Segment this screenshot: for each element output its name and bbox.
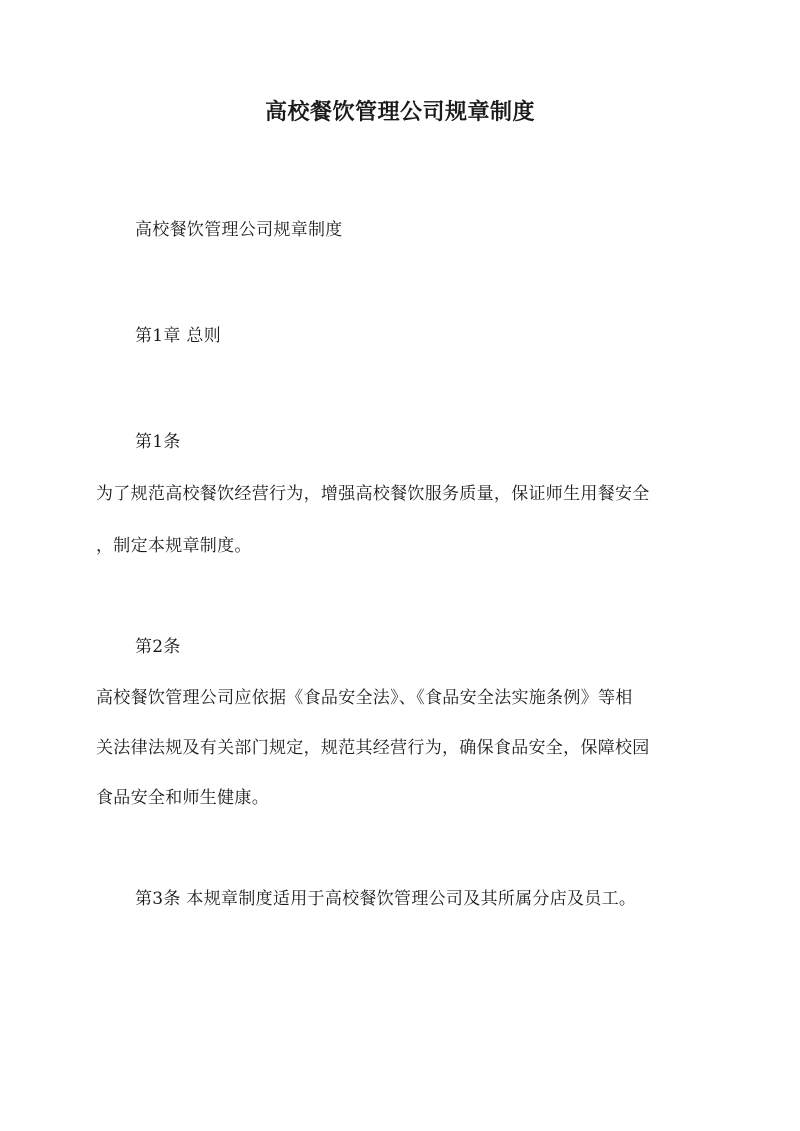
article-2-heading: 第2条 — [135, 637, 181, 657]
article-2-line-3: 食品安全和师生健康。 — [96, 788, 269, 808]
article-1-line-1: 为了规范高校餐饮经营行为，增强高校餐饮服务质量，保证师生用餐安全 — [96, 484, 650, 504]
article-1-line-2: ，制定本规章制度。 — [96, 536, 252, 556]
document-title: 高校餐饮管理公司规章制度 — [264, 99, 535, 125]
article-3-text: 第3条 本规章制度适用于高校餐饮管理公司及其所属分店及员工。 — [135, 889, 637, 909]
article-2-line-1: 高校餐饮管理公司应依据《食品安全法》、《食品安全法实施条例》等相 — [96, 688, 633, 708]
document-subtitle: 高校餐饮管理公司规章制度 — [135, 220, 343, 240]
chapter-heading: 第1章 总则 — [135, 326, 222, 346]
article-1-heading: 第1条 — [135, 432, 181, 452]
article-2-line-2: 关法律法规及有关部门规定，规范其经营行为，确保食品安全，保障校园 — [96, 738, 650, 758]
